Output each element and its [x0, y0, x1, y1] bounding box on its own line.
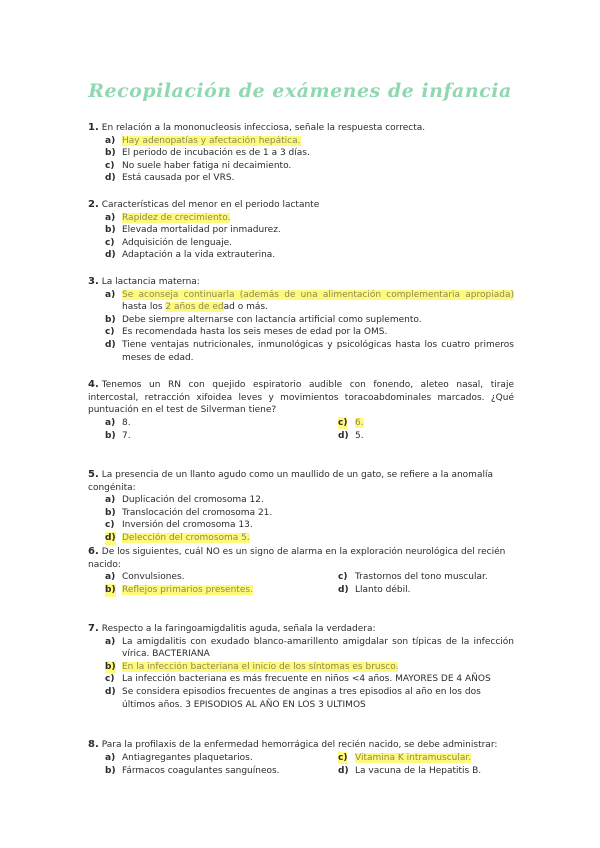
question-stem: Respecto a la faringoamigdalitis aguda, señala la verdadera: — [101, 624, 376, 634]
option-a[interactable]: a) Se aconseja continuarla (además de una alimentación complementaria apropiada) hasta los 2 años de edad o más. — [105, 289, 514, 313]
question-stem: Tenemos un RN con quejido espiratorio audible con fonendo, aleteo nasal, tiraje intercostal, retracción xifoidea leves y movimientos toracoabdominales marcados. ¿Qué puntuación en el test de Silverman tiene? — [88, 380, 514, 416]
option-c[interactable]: c) Adquisición de lenguaje. — [105, 237, 233, 248]
option-d[interactable]: d) Está causada por el VRS. — [105, 173, 235, 184]
option-b[interactable]: b) Elevada mortalidad por inmadurez. — [105, 225, 281, 236]
question-number: 5. — [88, 469, 99, 480]
option-b[interactable]: b) Debe siempre alternarse con lactancia artificial como suplemento. — [105, 314, 422, 325]
highlighted-answer: 6. — [355, 417, 364, 428]
option-b[interactable]: b) 7. — [105, 430, 131, 441]
highlighted-answer: Hay adenopatías y afectación hepática. — [122, 135, 301, 146]
option-a[interactable]: a) 8. — [105, 417, 131, 428]
question-3 — [88, 276, 514, 364]
question-number: 6. — [88, 546, 99, 557]
highlighted-answer: Se aconseja continuarla (además de una alimentación complementaria apropiada) — [122, 289, 514, 300]
question-1 — [88, 122, 514, 185]
option-b[interactable]: b) En la infección bacteriana el inicio de los síntomas es brusco. — [105, 661, 399, 672]
question-4 — [88, 379, 514, 443]
option-c[interactable]: c) Vitamina K intramuscular. — [338, 752, 472, 763]
question-stem: En relación a la mononucleosis infecciosa, señale la respuesta correcta. — [101, 123, 426, 133]
option-d[interactable]: d) Adaptación a la vida extrauterina. — [105, 250, 276, 261]
question-number: 1. — [88, 122, 99, 133]
page-title: Recopilación de exámenes de infancia — [88, 80, 512, 102]
highlighted-answer: 2 años de ed — [165, 302, 224, 313]
option-d[interactable]: d) La vacuna de la Hepatitis B. — [338, 765, 482, 776]
question-number: 3. — [88, 276, 99, 287]
option-a[interactable]: a) Hay adenopatías y afectación hepática. — [105, 135, 301, 146]
option-c[interactable]: c) No suele haber fatiga ni decaimiento. — [105, 160, 292, 171]
question-stem: De los siguientes, cuál NO es un signo de alarma en la exploración neurológica del recién nacido: — [88, 547, 506, 570]
question-stem: Características del menor en el periodo lactante — [101, 200, 320, 210]
question-number: 2. — [88, 199, 99, 210]
option-b[interactable]: b) Reflejos primarios presentes. — [105, 585, 253, 596]
question-number: 7. — [88, 623, 99, 634]
question-stem: La lactancia materna: — [101, 277, 200, 287]
option-b[interactable]: b) Fármacos coagulantes sanguíneos. — [105, 765, 280, 776]
highlighted-answer: Delección del cromosoma 5. — [122, 532, 250, 543]
option-a[interactable]: a) Duplicación del cromosoma 12. — [105, 495, 264, 506]
option-a[interactable]: a) Rapidez de crecimiento. — [105, 212, 231, 223]
option-c[interactable]: c) Inversión del cromosoma 13. — [105, 520, 253, 531]
option-c[interactable]: c) 6. — [338, 417, 364, 428]
question-5 — [88, 469, 514, 545]
option-a[interactable]: a) La amigdalitis con exudado blanco-amarillento amigdalar son típicas de la infección vírica. BACTERIANA — [105, 636, 514, 660]
highlighted-answer: Rapidez de crecimiento. — [122, 212, 231, 223]
question-2 — [88, 199, 514, 262]
option-b[interactable]: b) Translocación del cromosoma 21. — [105, 507, 273, 518]
question-7 — [88, 623, 514, 711]
option-c[interactable]: c) Trastornos del tono muscular. — [338, 572, 488, 583]
option-c[interactable]: c) La infección bacteriana es más frecuente en niños <4 años. MAYORES DE 4 AÑOS — [105, 674, 491, 685]
option-d[interactable]: d) Delección del cromosoma 5. — [105, 532, 250, 543]
option-d[interactable]: d) Llanto débil. — [338, 585, 411, 596]
option-d[interactable]: d) Se considera episodios frecuentes de anginas a tres episodios al año en los dos últimos años. 3 EPISODIOS AL AÑO EN LOS 3 ULTIMOS — [105, 686, 481, 710]
option-d[interactable]: d) Tiene ventajas nutricionales, inmunológicas y psicológicas hasta los cuatro primeros meses de edad. — [105, 339, 514, 363]
question-6 — [88, 546, 514, 597]
option-c[interactable]: c) Es recomendada hasta los seis meses de edad por la OMS. — [105, 327, 388, 338]
highlighted-answer: En la infección bacteriana el inicio de los síntomas es brusco. — [122, 661, 399, 672]
option-b[interactable]: b) El periodo de incubación es de 1 a 3 días. — [105, 148, 310, 159]
highlighted-answer: Vitamina K intramuscular. — [355, 752, 472, 763]
question-number: 8. — [88, 739, 99, 750]
highlighted-answer: Reflejos primarios presentes. — [122, 585, 253, 596]
option-a[interactable]: a) Convulsiones. — [105, 572, 185, 583]
question-number: 4. — [88, 379, 99, 390]
option-a[interactable]: a) Antiagregantes plaquetarios. — [105, 752, 253, 763]
question-stem: La presencia de un llanto agudo como un maullido de un gato, se refiere a la anomalía congénita: — [88, 470, 493, 493]
option-d[interactable]: d) 5. — [338, 430, 364, 441]
question-stem: Para la profilaxis de la enfermedad hemorrágica del recién nacido, se debe administrar: — [101, 740, 498, 750]
question-8 — [88, 739, 514, 792]
